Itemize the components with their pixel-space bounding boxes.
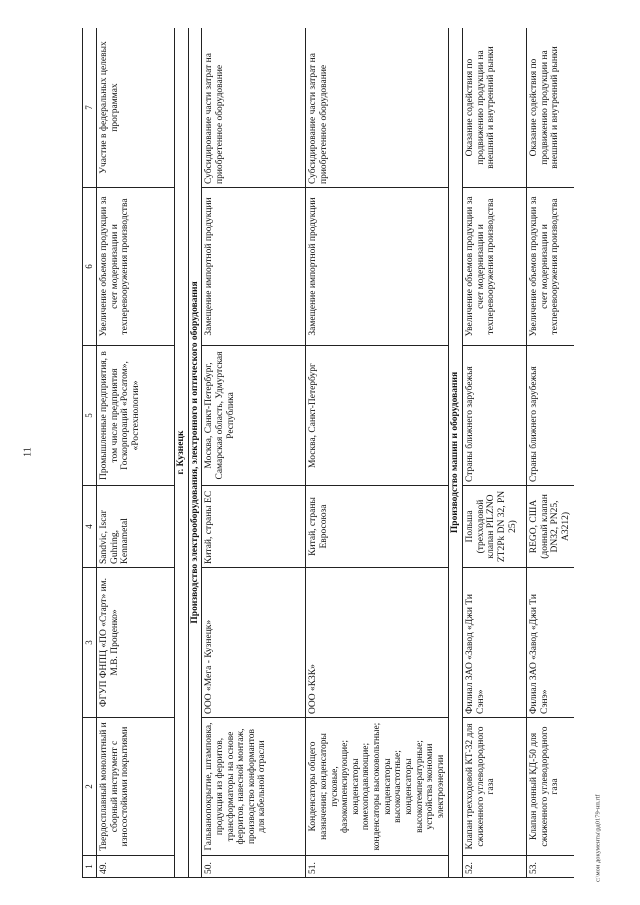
section-row <box>449 28 463 878</box>
region-row <box>175 28 189 878</box>
row-number: 53. <box>527 856 575 878</box>
row-number: 51. <box>306 856 449 878</box>
measures-cell: Участие в федеральных целевых программах <box>97 28 175 188</box>
table-row <box>202 28 306 878</box>
effect-cell: Увеличение объемов продукции за счет модернизации и техперевооружения производства <box>527 188 575 346</box>
markets-cell: Москва, Санкт-Петербург <box>306 346 449 486</box>
measures-cell: Оказание содействия по продвижению продукции на внешний и внутренний рынки <box>463 28 527 188</box>
company-cell: ФГУП ФНПЦ «ПО «Старт» им. М.В. Проценко» <box>97 568 175 718</box>
effect-cell: Увеличение объемов продукции за счет модернизации и техперевооружения производства <box>463 188 527 346</box>
measures-cell: Оказание содействия по продвижению продукции на внешний и внутренний рынки <box>527 28 575 188</box>
markets-cell: Промышленные предприятия, в том числе предприятия Госкорпораций «Росатом», «Ростехнологии» <box>97 346 175 486</box>
competitors-cell: REGO, США (донный клапан DN32, PN25, A3212) <box>527 486 575 568</box>
effect-cell: Замещение импортной продукции <box>306 188 449 346</box>
section-title: Производство электрооборудования, электронного и оптического оборудования <box>188 28 202 878</box>
measures-cell: Субсидирование части затрат на приобретенное оборудование <box>202 28 306 188</box>
table-row <box>306 28 449 878</box>
column-header: 7 <box>83 28 97 188</box>
markets-cell: Страны ближнего зарубежья <box>527 346 575 486</box>
data-table <box>82 28 574 878</box>
column-header: 5 <box>83 346 97 486</box>
column-header: 6 <box>83 188 97 346</box>
header-row <box>83 28 97 878</box>
company-cell: ООО «КЗК» <box>306 568 449 718</box>
company-cell: Филиал ЗАО «Завод «Джи Ти Сэнэ» <box>463 568 527 718</box>
product-cell: Конденсаторы общего назначения; конденсаторы пусковые, фазокомпенсирующие; конденсаторы помехоподавляющие; конденсаторы высоковольтные; конденсаторы высокочастотные; конденсаторы высокотемпературные; устройства экономии электроэнергии <box>306 718 449 856</box>
region-title: г. Кузнецк <box>175 28 189 878</box>
row-number: 50. <box>202 856 306 878</box>
product-cell: Клапан трехходовой КТ-32 для сжиженного углеводородного газа <box>463 718 527 856</box>
footer-file-path: c:\мои документы\рд0179-нп.rtf <box>594 794 602 882</box>
markets-cell: Страны ближнего зарубежья <box>463 346 527 486</box>
measures-cell: Субсидирование части затрат на приобретенное оборудование <box>306 28 449 188</box>
competitors-cell: Китай, страны Евросоюза <box>306 486 449 568</box>
effect-cell: Увеличение объемов продукции за счет модернизации и техперевооружения производства <box>97 188 175 346</box>
product-cell: Гальванопокрытие, штамповка, продукция из ферритов, трансформаторы на основе ферритов, навесной монтаж, производство конформантов для кабельной отрасли <box>202 718 306 856</box>
row-number: 49. <box>97 856 175 878</box>
document-sheet <box>82 28 574 878</box>
table-row <box>527 28 575 878</box>
column-header: 3 <box>83 568 97 718</box>
competitors-cell: Sandvic, Iscar Guhring, Kennametal <box>97 486 175 568</box>
competitors-cell: Китай, страны ЕС <box>202 486 306 568</box>
row-number: 52. <box>463 856 527 878</box>
table-row <box>97 28 175 878</box>
table-holder <box>82 28 574 878</box>
section-title: Производство машин и оборудования <box>449 28 463 878</box>
competitors-cell: Польша (трехходовой клапан PILZNO ZT2Pk DN 32, PN 25) <box>463 486 527 568</box>
company-cell: ООО «Мега - Кузнецк» <box>202 568 306 718</box>
company-cell: Филиал ЗАО «Завод «Джи Ти Сэнэ» <box>527 568 575 718</box>
page-number: 11 <box>22 447 34 457</box>
table-row <box>463 28 527 878</box>
column-header: 2 <box>83 718 97 856</box>
product-cell: Твердосплавный монолитный и сборный инструмент с износостойкими покрытиями <box>97 718 175 856</box>
product-cell: Клапан донный КД-50 для сжиженного углеводородного газа <box>527 718 575 856</box>
markets-cell: Москва, Санкт-Петербург, Самарская область, Удмуртская Республика <box>202 346 306 486</box>
column-header: 4 <box>83 486 97 568</box>
effect-cell: Замещение импортной продукции <box>202 188 306 346</box>
section-row <box>188 28 202 878</box>
column-header: 1 <box>83 856 97 878</box>
